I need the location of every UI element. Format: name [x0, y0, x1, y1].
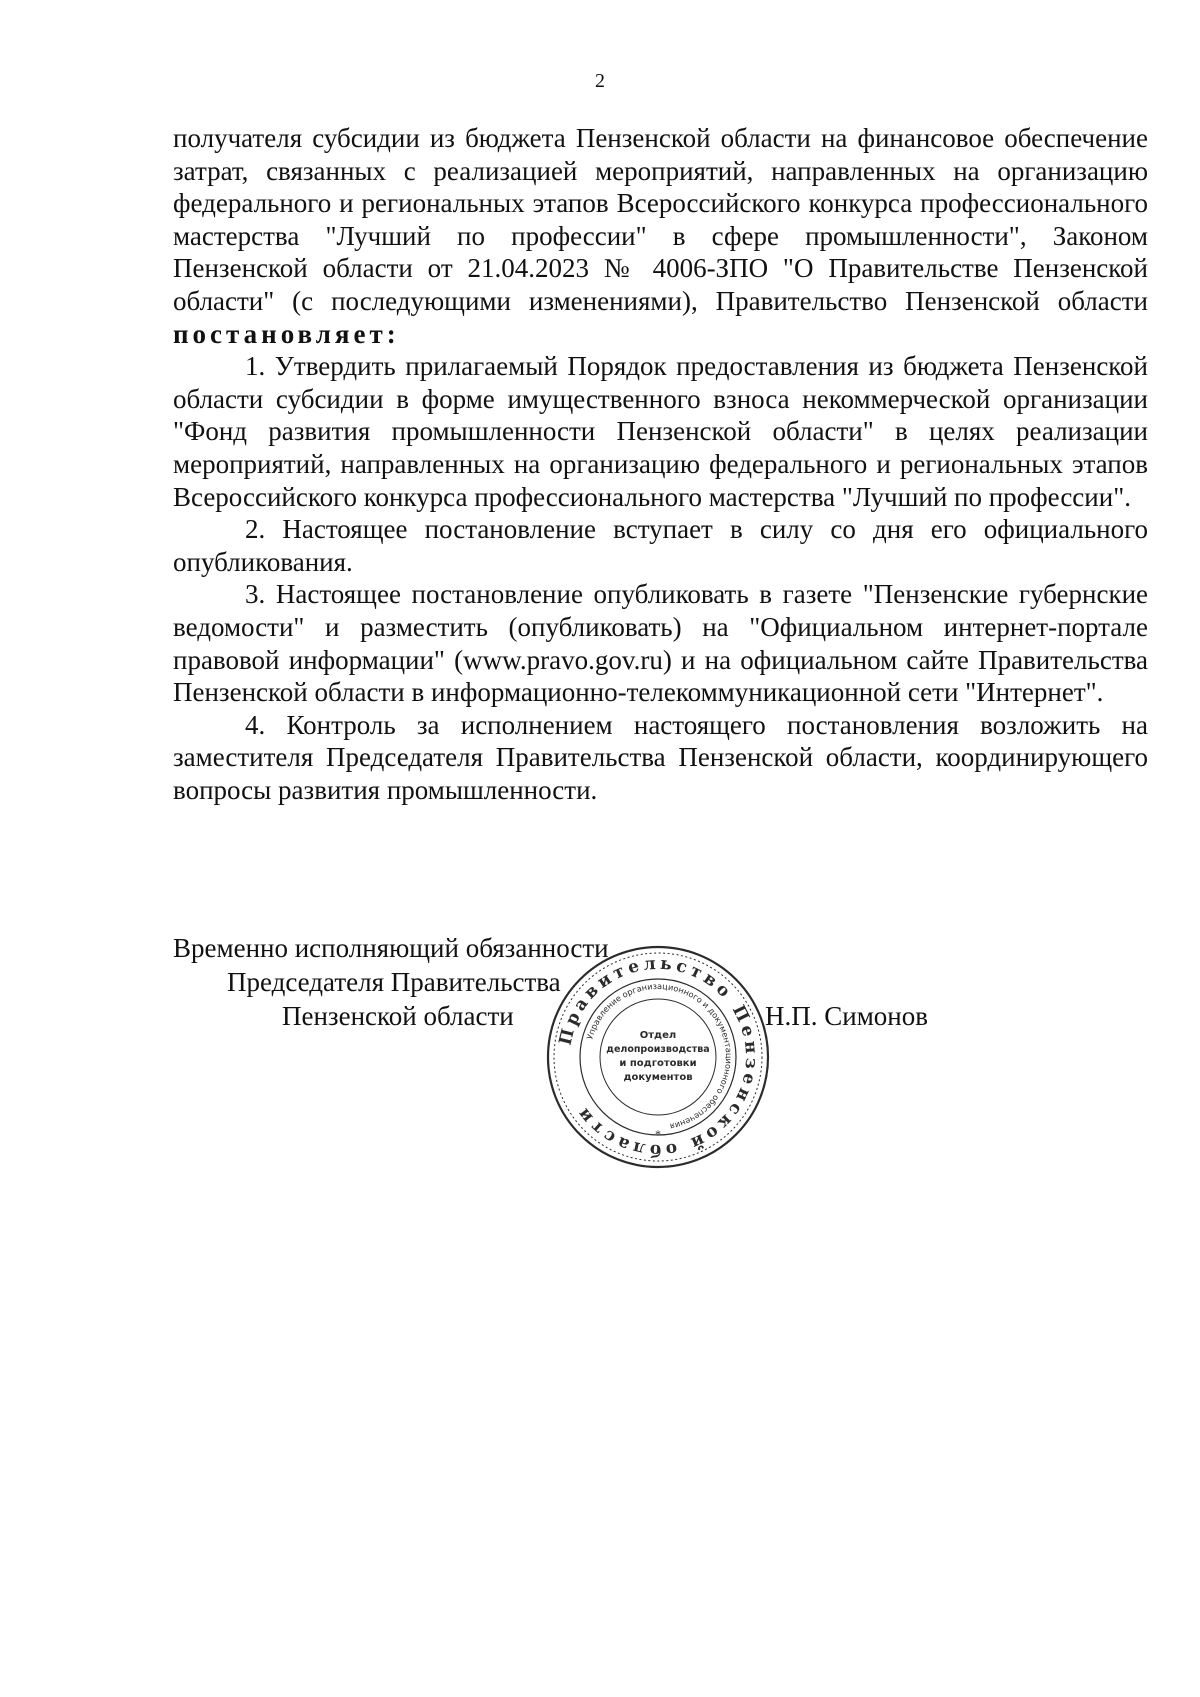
seal-inner-ring-text: Управление организационного и документационного обеспечения — [584, 980, 735, 1132]
paragraph-1: 1. Утвердить прилагаемый Порядок предоставления из бюджета Пензенской области субсидии в форме имущественного взноса некоммерческой организации "Фонд развития промышленности Пензенской области" в целях реализации мероприятий, направленных на организацию федерального и региональных этапов Всероссийского конкурса профессионального мастерства "Лучший по профессии". — [173, 351, 1148, 512]
paragraph-3: 3. Настоящее постановление опубликовать в газете "Пензенские губернские ведомости" и разместить (опубликовать) на "Официальном интернет-портале правовой информации" (www.pravo.gov.ru) и на официальном сайте Правительства Пензенской области в информационно-телекоммуникационной сети "Интернет". — [173, 579, 1148, 708]
signatory-name: Н.П. Симонов — [765, 1001, 928, 1031]
signature-position-line-2: Председателя Правительства — [227, 967, 561, 997]
paragraph-intro-text: получателя субсидии из бюджета Пензенской области на финансовое обеспечение затрат, связанных с реализацией мероприятий, направленных на организацию федерального и региональных этапов Всероссийского конкурса профессионального мастерства "Лучший по профессии" в сфере промышленности", Законом Пензенской области от 21.04.2023 № 4006-ЗПО "О Правительстве Пензенской области" (с последующими изменениями), Правительство Пензенской области — [173, 123, 1148, 316]
seal-middle-ring — [580, 979, 736, 1135]
seal-center-line-4: документов — [623, 1072, 693, 1083]
resolution-keyword: постановляет: — [173, 318, 400, 349]
seal-inner-ring — [600, 999, 716, 1115]
paragraph-intro — [173, 122, 1148, 350]
paragraph-4: 4. Контроль за исполнением настоящего постановления возложить на заместителя Председателя Правительства Пензенской области, координирующего вопросы развития промышленности. — [173, 709, 1148, 805]
document-body — [173, 122, 1148, 806]
signature-position-line-1: Временно исполняющий обязанности — [173, 933, 609, 963]
seal-center-line-1: Отдел — [639, 1030, 677, 1041]
seal-center-line-3: и подготовки — [619, 1058, 697, 1069]
page-number: 2 — [595, 70, 605, 92]
seal-star-icon: * — [655, 1127, 661, 1141]
seal-graphic — [543, 942, 773, 1172]
seal-center-line-2: делопроизводства — [606, 1044, 710, 1055]
paragraph-2: 2. Настоящее постановление вступает в силу со дня его официального опубликования. — [173, 514, 1148, 577]
seal-outer-text: Правительство Пензенской области — [555, 953, 762, 1161]
official-seal — [543, 942, 773, 1172]
signature-position-line-3: Пензенской области — [282, 1001, 514, 1031]
